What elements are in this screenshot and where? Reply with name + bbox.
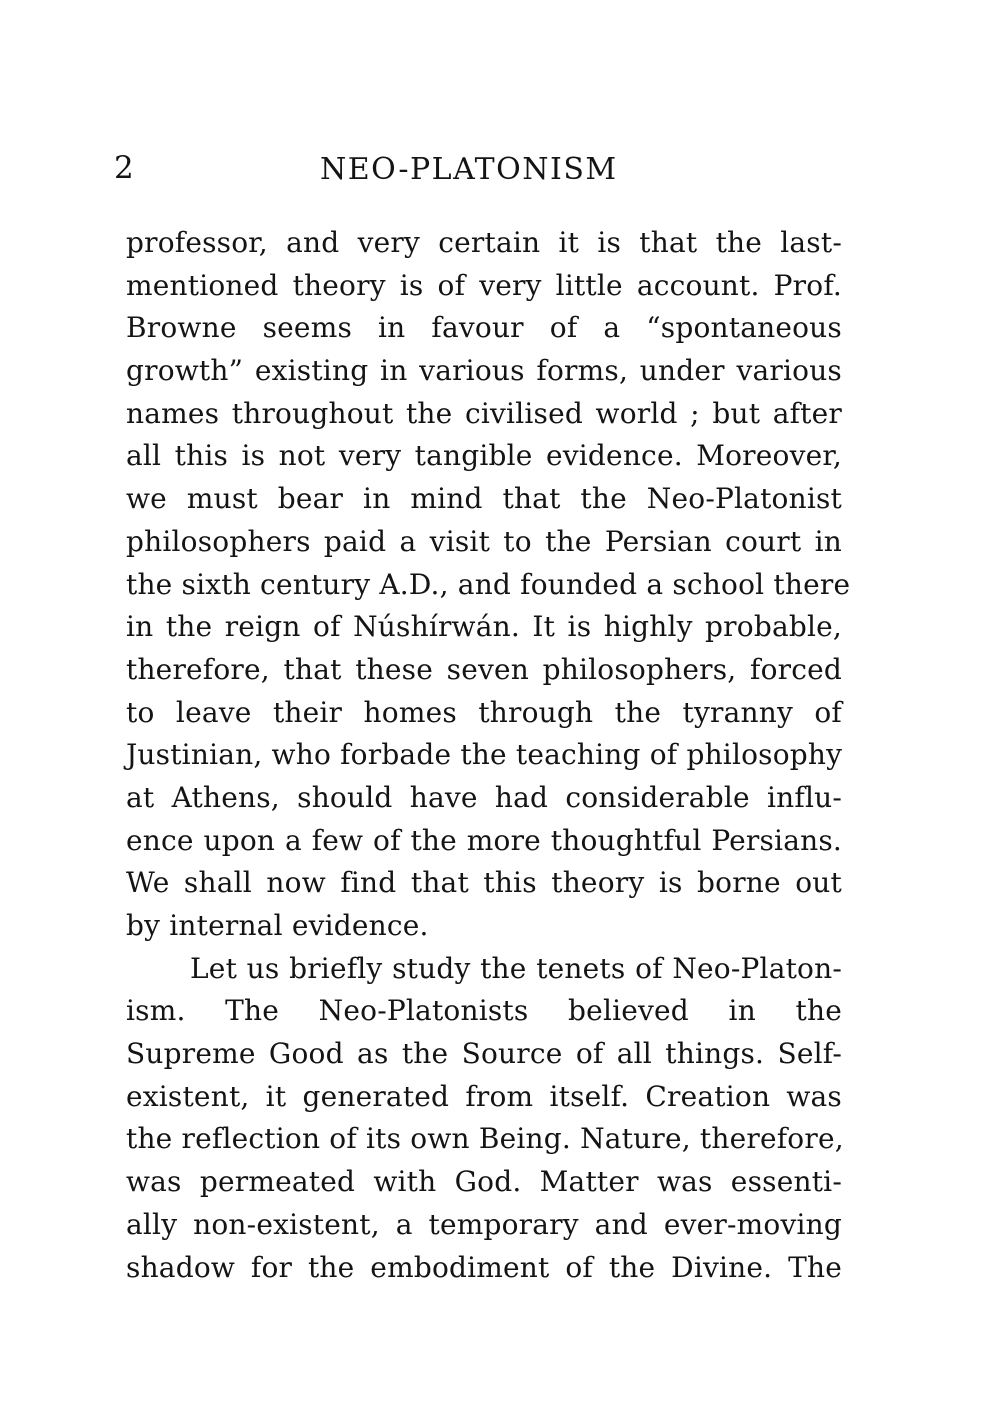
running-title: NEO-PLATONISM bbox=[320, 152, 618, 187]
text-line: the sixth century A.D., and founded a school there bbox=[126, 567, 851, 601]
text-line: the reflection of its own Being. Nature, therefore, bbox=[126, 1122, 844, 1156]
text-line: by internal evidence. bbox=[126, 909, 429, 942]
text-line: to leave their homes through the tyranny of bbox=[126, 695, 842, 729]
page-number: 2 bbox=[114, 150, 134, 186]
text-line: growth” existing in various forms, under various bbox=[126, 354, 842, 388]
text-line: at Athens, should have had considerable influ- bbox=[126, 780, 842, 814]
text-line: all this is not very tangible evidence. Moreover, bbox=[126, 439, 842, 473]
text-line: ence upon a few of the more thoughtful Persians. bbox=[126, 823, 842, 857]
text-line: shadow for the embodiment of the Divine. The bbox=[126, 1250, 842, 1284]
text-line: existent, it generated from itself. Creation was bbox=[126, 1079, 842, 1113]
text-line: therefore, that these seven philosophers, forced bbox=[126, 652, 842, 686]
text-line: we must bear in mind that the Neo-Platonist bbox=[126, 482, 842, 516]
body-text bbox=[126, 222, 851, 1289]
paragraph-start-line: Let us briefly study the tenets of Neo-Platon- bbox=[190, 951, 842, 985]
text-line: Supreme Good as the Source of all things. Self- bbox=[126, 1037, 842, 1071]
text-line: was permeated with God. Matter was essenti- bbox=[126, 1165, 842, 1199]
text-line: ism. The Neo-Platonists believed in the bbox=[126, 994, 842, 1028]
text-line: professor, and very certain it is that the last- bbox=[126, 226, 842, 259]
text-line: We shall now find that this theory is borne out bbox=[126, 866, 842, 900]
text-line: mentioned theory is of very little account. Prof. bbox=[126, 268, 842, 302]
text-line: Browne seems in favour of a “spontaneous bbox=[126, 311, 842, 345]
text-line: Justinian, who forbade the teaching of philosophy bbox=[126, 738, 843, 772]
text-line: ally non-existent, a temporary and ever-moving bbox=[126, 1207, 842, 1241]
text-line: philosophers paid a visit to the Persian court in bbox=[126, 524, 842, 558]
text-line: in the reign of Núshírwán. It is highly probable, bbox=[126, 610, 842, 644]
text-line: names throughout the civilised world ; but after bbox=[126, 396, 842, 430]
